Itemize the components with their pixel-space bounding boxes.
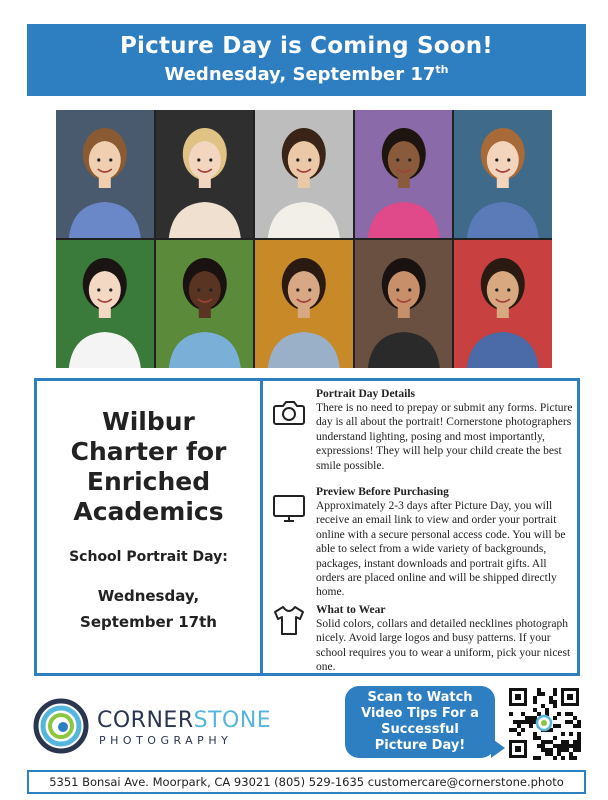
portrait-image [355,110,453,238]
school-name [37,407,260,527]
section-body [316,485,573,600]
student-photo-girl-white-top [56,240,154,368]
video-tips-line: Successful [381,722,459,737]
info-box [34,378,580,676]
student-photo-girl-long-hair [454,110,552,238]
qr-code[interactable] [507,686,581,760]
student-photo-girl-white-jacket [255,110,353,238]
portrait-image [454,240,552,368]
student-photo-boy-black-shirt [355,240,453,368]
video-tips-line: Scan to Watch [367,690,473,705]
portrait-image [156,240,254,368]
monitor-icon [272,491,306,525]
logo-word-a: CORNER [97,708,194,733]
section-title: Preview Before Purchasing [316,486,449,498]
school-name-line: Academics [73,497,224,526]
banner-date-main: Wednesday, September 17 [164,64,436,85]
section-preview [266,485,577,597]
logo-wordmark [97,708,271,733]
school-name-line: Wilbur [102,407,195,436]
section-body [316,603,573,675]
student-photo-girl-curly-hair [355,110,453,238]
student-photo-boy-check-shirt [156,240,254,368]
student-photo-boy-plaid-shirt [56,110,154,238]
school-name-line: Charter for [70,437,227,466]
portrait-date-line: Wednesday, [97,587,200,605]
school-panel [37,381,263,673]
footer-row [27,684,586,764]
banner-date-suffix: th [435,63,449,76]
section-title: What to Wear [316,604,386,616]
video-tips-bubble [345,686,495,758]
section-portrait-details [266,387,577,485]
portrait-day-label: School Portrait Day: [69,549,228,565]
camera-icon [272,395,306,429]
section-what-to-wear [266,603,577,673]
video-tips-line: Video Tips For a [361,706,479,721]
video-tips-line: Picture Day! [374,738,466,753]
portrait-day-date [37,583,260,635]
portrait-image [454,110,552,238]
logo-subtitle: PHOTOGRAPHY [99,734,233,747]
portrait-image [255,240,353,368]
section-title: Portrait Day Details [316,388,415,400]
portrait-image [255,110,353,238]
banner-date [27,64,586,85]
section-text: Solid colors, collars and detailed necklines photograph nicely. Avoid large logos and busy patterns. If your school requires you to wear a uniform, pick your nicest one. [316,618,571,674]
section-body [316,387,573,473]
logo-word-b: STONE [193,708,272,733]
section-text: Approximately 2-3 days after Picture Day, you will receive an email link to view and order your portrait online with a secure personal access code. You will be able to select from a wide variety of backgrounds, packages, instant downloads and portrait gifts. All orders are placed online and will be shipped directly home. [316,500,566,599]
portrait-image [355,240,453,368]
student-photo-grid [56,110,552,368]
banner-title: Picture Day is Coming Soon! [120,33,493,59]
section-text: There is no need to prepay or submit any forms. Picture day is all about the portrait! Cornerstone photographers understand lighting, posing and most importantly, expressions! They will help your child create the best smile possible. [316,402,573,472]
portrait-image [56,240,154,368]
details-panel [266,381,577,673]
cornerstone-logo-icon [33,698,89,754]
address-bar: 5351 Bonsai Ave. Moorpark, CA 93021 (805) 529-1635 customercare@cornerstone.photo [27,770,586,794]
student-photo-girl-autumn [255,240,353,368]
portrait-image [56,110,154,238]
portrait-image [156,110,254,238]
portrait-date-line: September 17th [80,613,217,631]
bubble-tail [491,738,505,758]
student-photo-girl-flag [454,240,552,368]
school-name-line: Enriched [86,467,211,496]
header-banner [27,24,586,96]
student-photo-girl-glasses [156,110,254,238]
tshirt-icon [272,603,306,637]
